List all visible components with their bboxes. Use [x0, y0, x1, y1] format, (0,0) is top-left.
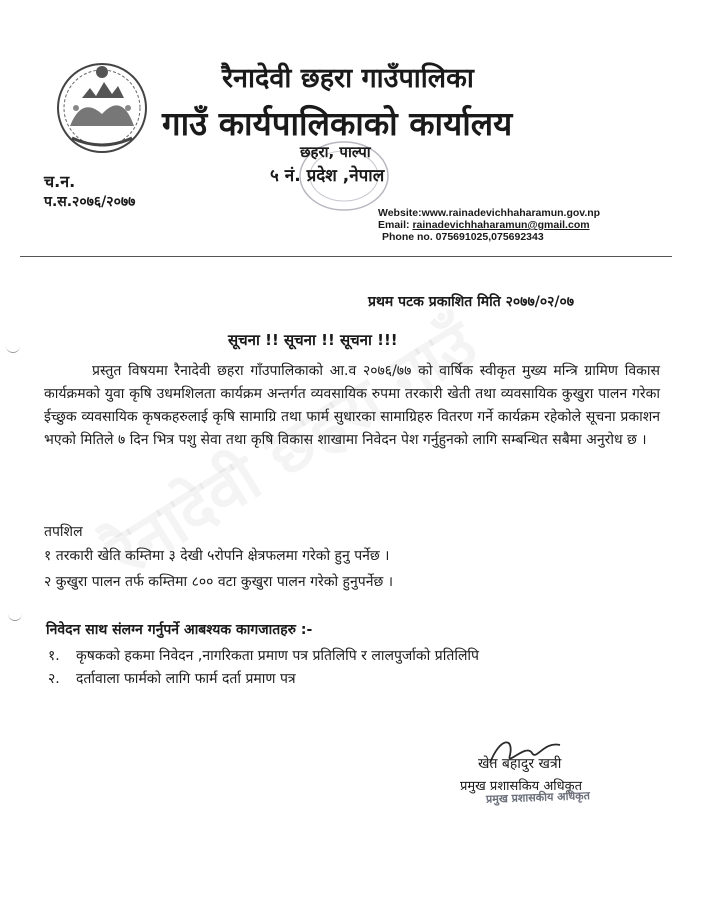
email-link[interactable]: rainadevichhaharamun@gmail.com — [412, 219, 590, 231]
document-number: २. — [48, 671, 60, 687]
notice-heading: सूचना !! सूचना !! सूचना !!! — [228, 331, 398, 349]
address-line-2: ५ नं. प्रदेश ,नेपाल — [270, 166, 385, 186]
website-text: Website:www.rainadevichhaharamun.gov.np — [378, 207, 601, 219]
condition-item: २ कुखुरा पालन तर्फ कम्तिमा ८०० वटा कुखुरा पालन गरेको हुनुपर्नेछ । — [44, 574, 394, 590]
email-label: Email: — [378, 219, 413, 231]
office-title: गाउँ कार्यपालिकाको कार्यालय — [162, 104, 513, 143]
condition-item: १ तरकारी खेति कम्तिमा ३ देखी ५रोपनि क्षेत्रफलमा गरेको हुनु पर्नेछ । — [44, 548, 390, 564]
header-divider — [20, 256, 672, 257]
nepal-government-emblem-icon — [52, 56, 152, 156]
email-line — [378, 219, 600, 231]
signatory-name: खेत बहादुर खत्री — [478, 756, 562, 772]
publish-date: प्रथम पटक प्रकाशित मिति २०७७/०२/०७ — [368, 294, 575, 310]
dispatch-number-label: च.न. — [44, 172, 76, 191]
signatory-stamp: प्रमुख प्रशासकीय अधिकृत — [485, 789, 591, 806]
document-text: दर्तावाला फार्मको लागि फार्म दर्ता प्रमाण पत्र — [76, 671, 296, 687]
letter-reference: प.स.२०७६/२०७७ — [44, 194, 136, 210]
punch-hole-mark — [8, 612, 22, 621]
punch-hole-mark — [6, 344, 20, 353]
address-line-1: छहरा, पाल्पा — [300, 143, 371, 161]
contact-block — [378, 207, 600, 243]
signatory-title: प्रमुख प्रशासकिय अधिकृत — [460, 779, 583, 794]
documents-heading: निवेदन साथ संलग्न गर्नुपर्ने आबश्यक कागजातहरु :- — [46, 622, 313, 638]
document-text: कृषकको हकमा निवेदन ,नागरिकता प्रमाण पत्र प्रतिलिपि र लालपुर्जाको प्रतिलिपि — [76, 648, 480, 664]
phone-text: Phone no. 075691025,075692343 — [382, 231, 544, 243]
municipality-name: रैनादेवी छहरा गाउँपालिका — [222, 63, 474, 94]
notice-body: प्रस्तुत विषयमा रैनादेवी छहरा गाँउपालिकाको आ.व २०७६/७७ को वार्षिक स्वीकृत मुख्य मन्त्रि ग्रामिण विकास कार्यक्रमको युवा कृषि उधमशिलता कार्यक्रम अन्तर्गत व्यवसायिक रुपमा तरकारी खेती तथा व्यवसायिक कुखुरा पालन गरेका ईच्छुक व्यवसायिक कृषकहरुलाई कृषि सामाग्रि तथा फार्म सुधारका सामाग्रिहरु वितरण गर्ने कार्यक्रम रहेकोले सूचना प्रकाशन भएको मितिले ७ दिन भित्र पशु सेवा तथा कृषि विकास शाखामा निवेदन पेश गर्नुहुनको लागि सम्बन्धित सबैमा अनुरोध छ । — [44, 363, 660, 448]
document-number: १. — [48, 648, 60, 664]
details-label: तपशिल — [44, 524, 83, 540]
